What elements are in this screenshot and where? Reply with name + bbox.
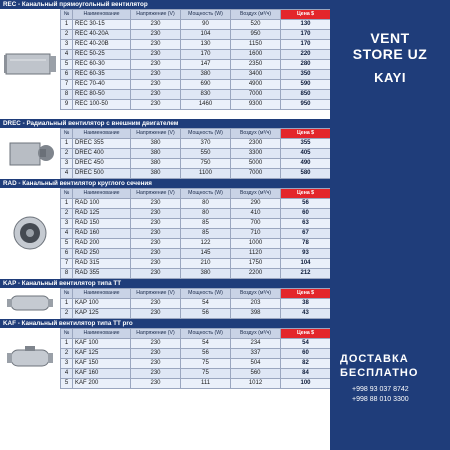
row-num: 1	[61, 339, 73, 349]
row-price: 82	[281, 359, 331, 369]
row-price: 67	[281, 229, 331, 239]
row-air: 560	[231, 369, 281, 379]
col-num: №	[61, 10, 73, 20]
row-voltage: 230	[131, 60, 181, 70]
col-name: Наименование	[73, 189, 131, 199]
row-price: 43	[281, 309, 331, 319]
row-name: REC 100-50	[73, 100, 131, 110]
row-power: 80	[181, 209, 231, 219]
row-air: 4900	[231, 80, 281, 90]
row-air: 203	[231, 299, 281, 309]
col-voltage: Напряжение (V)	[131, 189, 181, 199]
row-num: 3	[61, 159, 73, 169]
row-num: 8	[61, 269, 73, 279]
row-air: 398	[231, 309, 281, 319]
table-row	[61, 339, 331, 349]
col-power: Мощность (W)	[181, 129, 231, 139]
row-name: KAF 200	[73, 379, 131, 389]
row-num: 6	[61, 70, 73, 80]
row-num: 1	[61, 199, 73, 209]
row-num: 2	[61, 30, 73, 40]
row-name: DREC 500	[73, 169, 131, 179]
row-num: 2	[61, 309, 73, 319]
row-air: 1150	[231, 40, 281, 50]
row-num: 4	[61, 229, 73, 239]
row-voltage: 230	[131, 199, 181, 209]
table-row	[61, 299, 331, 309]
row-power: 122	[181, 239, 231, 249]
col-air: Воздух (м³/ч)	[231, 129, 281, 139]
col-price: Цена $	[281, 10, 331, 20]
row-price: 93	[281, 249, 331, 259]
row-power: 210	[181, 259, 231, 269]
row-voltage: 230	[131, 40, 181, 50]
row-price: 350	[281, 70, 331, 80]
table-row	[61, 259, 331, 269]
rec-table	[60, 9, 330, 110]
drec-table	[60, 128, 330, 179]
section-kaf	[0, 319, 330, 389]
row-name: REC 60-30	[73, 60, 131, 70]
row-name: RAD 125	[73, 209, 131, 219]
row-power: 370	[181, 139, 231, 149]
row-num: 2	[61, 349, 73, 359]
row-name: REC 40-20A	[73, 30, 131, 40]
row-name: DREC 450	[73, 159, 131, 169]
row-voltage: 230	[131, 369, 181, 379]
table-row	[61, 269, 331, 279]
row-power: 104	[181, 30, 231, 40]
row-price: 56	[281, 199, 331, 209]
row-name: KAP 125	[73, 309, 131, 319]
row-name: RAD 315	[73, 259, 131, 269]
mixed-flow-fan-image	[0, 288, 60, 318]
row-power: 1100	[181, 169, 231, 179]
row-voltage: 230	[131, 349, 181, 359]
row-power: 54	[181, 339, 231, 349]
brand-name-line2: STORE UZ	[352, 46, 428, 62]
col-power: Мощность (W)	[181, 329, 231, 339]
row-price: 355	[281, 139, 331, 149]
row-power: 80	[181, 199, 231, 209]
col-voltage: Напряжение (V)	[131, 289, 181, 299]
row-voltage: 230	[131, 359, 181, 369]
table-row	[61, 40, 331, 50]
row-voltage: 230	[131, 50, 181, 60]
row-name: KAF 100	[73, 339, 131, 349]
phone-number[interactable]: +998 93 037 8742	[352, 386, 409, 393]
row-voltage: 380	[131, 159, 181, 169]
table-row	[61, 149, 331, 159]
col-voltage: Напряжение (V)	[131, 10, 181, 20]
row-voltage: 230	[131, 309, 181, 319]
table-row	[61, 379, 331, 389]
row-name: REC 70-40	[73, 80, 131, 90]
row-power: 85	[181, 229, 231, 239]
row-price: 580	[281, 169, 331, 179]
col-power: Мощность (W)	[181, 10, 231, 20]
table-row	[61, 70, 331, 80]
row-price: 280	[281, 60, 331, 70]
row-voltage: 230	[131, 90, 181, 100]
row-voltage: 380	[131, 139, 181, 149]
col-air: Воздух (м³/ч)	[231, 10, 281, 20]
row-power: 90	[181, 20, 231, 30]
row-name: RAD 160	[73, 229, 131, 239]
row-air: 1600	[231, 50, 281, 60]
rectangular-fan-image	[0, 9, 60, 119]
col-num: №	[61, 129, 73, 139]
table-row	[61, 249, 331, 259]
row-name: KAP 100	[73, 299, 131, 309]
table-row	[61, 209, 331, 219]
row-name: RAD 200	[73, 239, 131, 249]
row-power: 56	[181, 349, 231, 359]
row-price: 60	[281, 209, 331, 219]
row-air: 2350	[231, 60, 281, 70]
table-row	[61, 199, 331, 209]
col-name: Наименование	[73, 10, 131, 20]
section-kap	[0, 279, 330, 319]
row-air: 410	[231, 209, 281, 219]
row-power: 75	[181, 369, 231, 379]
row-power: 111	[181, 379, 231, 389]
row-num: 7	[61, 80, 73, 90]
row-name: RAD 250	[73, 249, 131, 259]
row-power: 550	[181, 149, 231, 159]
row-num: 8	[61, 90, 73, 100]
row-power: 75	[181, 359, 231, 369]
row-price: 130	[281, 20, 331, 30]
row-price: 490	[281, 159, 331, 169]
row-voltage: 230	[131, 379, 181, 389]
section-title: REC - Канальный прямоугольный вентилятор	[0, 0, 330, 9]
row-price: 54	[281, 339, 331, 349]
row-name: REC 30-15	[73, 20, 131, 30]
row-power: 147	[181, 60, 231, 70]
row-price: 850	[281, 90, 331, 100]
row-num: 4	[61, 50, 73, 60]
row-price: 38	[281, 299, 331, 309]
radial-fan-image	[0, 128, 60, 178]
col-name: Наименование	[73, 329, 131, 339]
row-price: 60	[281, 349, 331, 359]
row-price: 104	[281, 259, 331, 269]
row-voltage: 230	[131, 20, 181, 30]
table-row	[61, 20, 331, 30]
row-power: 690	[181, 80, 231, 90]
kap-table	[60, 288, 330, 319]
row-power: 830	[181, 90, 231, 100]
row-power: 380	[181, 70, 231, 80]
table-row	[61, 90, 331, 100]
row-name: RAD 355	[73, 269, 131, 279]
col-power: Мощность (W)	[181, 189, 231, 199]
row-voltage: 230	[131, 229, 181, 239]
table-row	[61, 50, 331, 60]
row-air: 290	[231, 199, 281, 209]
brand-name-line1: VENT	[370, 30, 410, 46]
table-row	[61, 229, 331, 239]
row-voltage: 230	[131, 70, 181, 80]
row-num: 3	[61, 40, 73, 50]
row-voltage: 230	[131, 269, 181, 279]
table-row	[61, 359, 331, 369]
row-air: 520	[231, 20, 281, 30]
col-power: Мощность (W)	[181, 289, 231, 299]
row-num: 3	[61, 359, 73, 369]
row-air: 5000	[231, 159, 281, 169]
section-title: KAF - Канальный вентилятор типа TT pro	[0, 319, 330, 328]
row-price: 63	[281, 219, 331, 229]
col-price: Цена $	[281, 329, 331, 339]
row-air: 1750	[231, 259, 281, 269]
row-air: 2300	[231, 139, 281, 149]
table-row	[61, 169, 331, 179]
row-price: 78	[281, 239, 331, 249]
row-name: RAD 100	[73, 199, 131, 209]
section-rec	[0, 0, 330, 119]
row-price: 84	[281, 369, 331, 379]
col-name: Наименование	[73, 129, 131, 139]
row-name: KAF 160	[73, 369, 131, 379]
row-num: 2	[61, 209, 73, 219]
row-num: 2	[61, 149, 73, 159]
col-num: №	[61, 189, 73, 199]
row-air: 7000	[231, 90, 281, 100]
row-power: 170	[181, 50, 231, 60]
row-price: 590	[281, 80, 331, 90]
row-price: 100	[281, 379, 331, 389]
row-num: 6	[61, 249, 73, 259]
row-power: 380	[181, 269, 231, 279]
row-air: 7000	[231, 169, 281, 179]
row-num: 1	[61, 299, 73, 309]
row-price: 212	[281, 269, 331, 279]
row-name: REC 80-50	[73, 90, 131, 100]
table-row	[61, 60, 331, 70]
row-num: 9	[61, 100, 73, 110]
row-air: 710	[231, 229, 281, 239]
col-air: Воздух (м³/ч)	[231, 289, 281, 299]
row-num: 5	[61, 239, 73, 249]
section-title: RAD - Канальный вентилятор круглого сечения	[0, 179, 330, 188]
row-power: 54	[181, 299, 231, 309]
row-name: KAF 150	[73, 359, 131, 369]
col-name: Наименование	[73, 289, 131, 299]
col-air: Воздух (м³/ч)	[231, 329, 281, 339]
phone-number[interactable]: +998 88 010 3300	[352, 396, 409, 403]
row-name: DREC 355	[73, 139, 131, 149]
table-row	[61, 100, 331, 110]
brand-tagline: KAYI	[374, 70, 406, 85]
row-price: 405	[281, 149, 331, 159]
row-num: 1	[61, 20, 73, 30]
rad-table	[60, 188, 330, 279]
col-price: Цена $	[281, 129, 331, 139]
table-row	[61, 309, 331, 319]
row-power: 145	[181, 249, 231, 259]
row-name: RAD 150	[73, 219, 131, 229]
col-voltage: Напряжение (V)	[131, 329, 181, 339]
section-drec	[0, 119, 330, 179]
row-air: 234	[231, 339, 281, 349]
row-air: 1000	[231, 239, 281, 249]
row-num: 7	[61, 259, 73, 269]
mixed-flow-fan-pro-image	[0, 328, 60, 388]
row-name: KAF 125	[73, 349, 131, 359]
table-row	[61, 139, 331, 149]
row-voltage: 230	[131, 100, 181, 110]
row-air: 950	[231, 30, 281, 40]
row-voltage: 230	[131, 80, 181, 90]
table-row	[61, 239, 331, 249]
row-price: 220	[281, 50, 331, 60]
kaf-table	[60, 328, 330, 389]
table-row	[61, 219, 331, 229]
row-air: 1012	[231, 379, 281, 389]
row-voltage: 230	[131, 249, 181, 259]
delivery-line2: БЕСПЛАТНО	[340, 367, 419, 379]
row-air: 3300	[231, 149, 281, 159]
row-price: 950	[281, 100, 331, 110]
row-name: REC 40-20B	[73, 40, 131, 50]
row-price: 170	[281, 40, 331, 50]
row-num: 4	[61, 369, 73, 379]
section-rad	[0, 179, 330, 279]
row-voltage: 230	[131, 339, 181, 349]
row-power: 750	[181, 159, 231, 169]
delivery-line1: ДОСТАВКА	[340, 353, 409, 365]
row-name: REC 50-25	[73, 50, 131, 60]
col-air: Воздух (м³/ч)	[231, 189, 281, 199]
row-air: 337	[231, 349, 281, 359]
row-voltage: 230	[131, 259, 181, 269]
row-num: 5	[61, 379, 73, 389]
row-air: 2200	[231, 269, 281, 279]
col-price: Цена $	[281, 189, 331, 199]
row-num: 3	[61, 219, 73, 229]
row-power: 56	[181, 309, 231, 319]
row-air: 9300	[231, 100, 281, 110]
col-price: Цена $	[281, 289, 331, 299]
table-row	[61, 80, 331, 90]
row-power: 85	[181, 219, 231, 229]
row-air: 3400	[231, 70, 281, 80]
col-num: №	[61, 289, 73, 299]
round-duct-fan-image	[0, 188, 60, 278]
row-voltage: 230	[131, 209, 181, 219]
row-voltage: 380	[131, 169, 181, 179]
row-voltage: 230	[131, 239, 181, 249]
table-row	[61, 349, 331, 359]
row-power: 1460	[181, 100, 231, 110]
row-name: REC 60-35	[73, 70, 131, 80]
brand-panel	[330, 0, 450, 450]
row-voltage: 230	[131, 30, 181, 40]
table-row	[61, 369, 331, 379]
row-name: DREC 400	[73, 149, 131, 159]
table-row	[61, 30, 331, 40]
col-num: №	[61, 329, 73, 339]
row-power: 130	[181, 40, 231, 50]
row-voltage: 230	[131, 219, 181, 229]
table-row	[61, 159, 331, 169]
row-voltage: 230	[131, 299, 181, 309]
section-title: KAP - Канальный вентилятор типа TT	[0, 279, 330, 288]
section-title: DREC - Радиальный вентилятор с внешним двигателем	[0, 119, 330, 128]
row-air: 1120	[231, 249, 281, 259]
row-num: 4	[61, 169, 73, 179]
col-voltage: Напряжение (V)	[131, 129, 181, 139]
row-price: 170	[281, 30, 331, 40]
row-num: 5	[61, 60, 73, 70]
row-voltage: 380	[131, 149, 181, 159]
row-air: 504	[231, 359, 281, 369]
row-num: 1	[61, 139, 73, 149]
row-air: 700	[231, 219, 281, 229]
